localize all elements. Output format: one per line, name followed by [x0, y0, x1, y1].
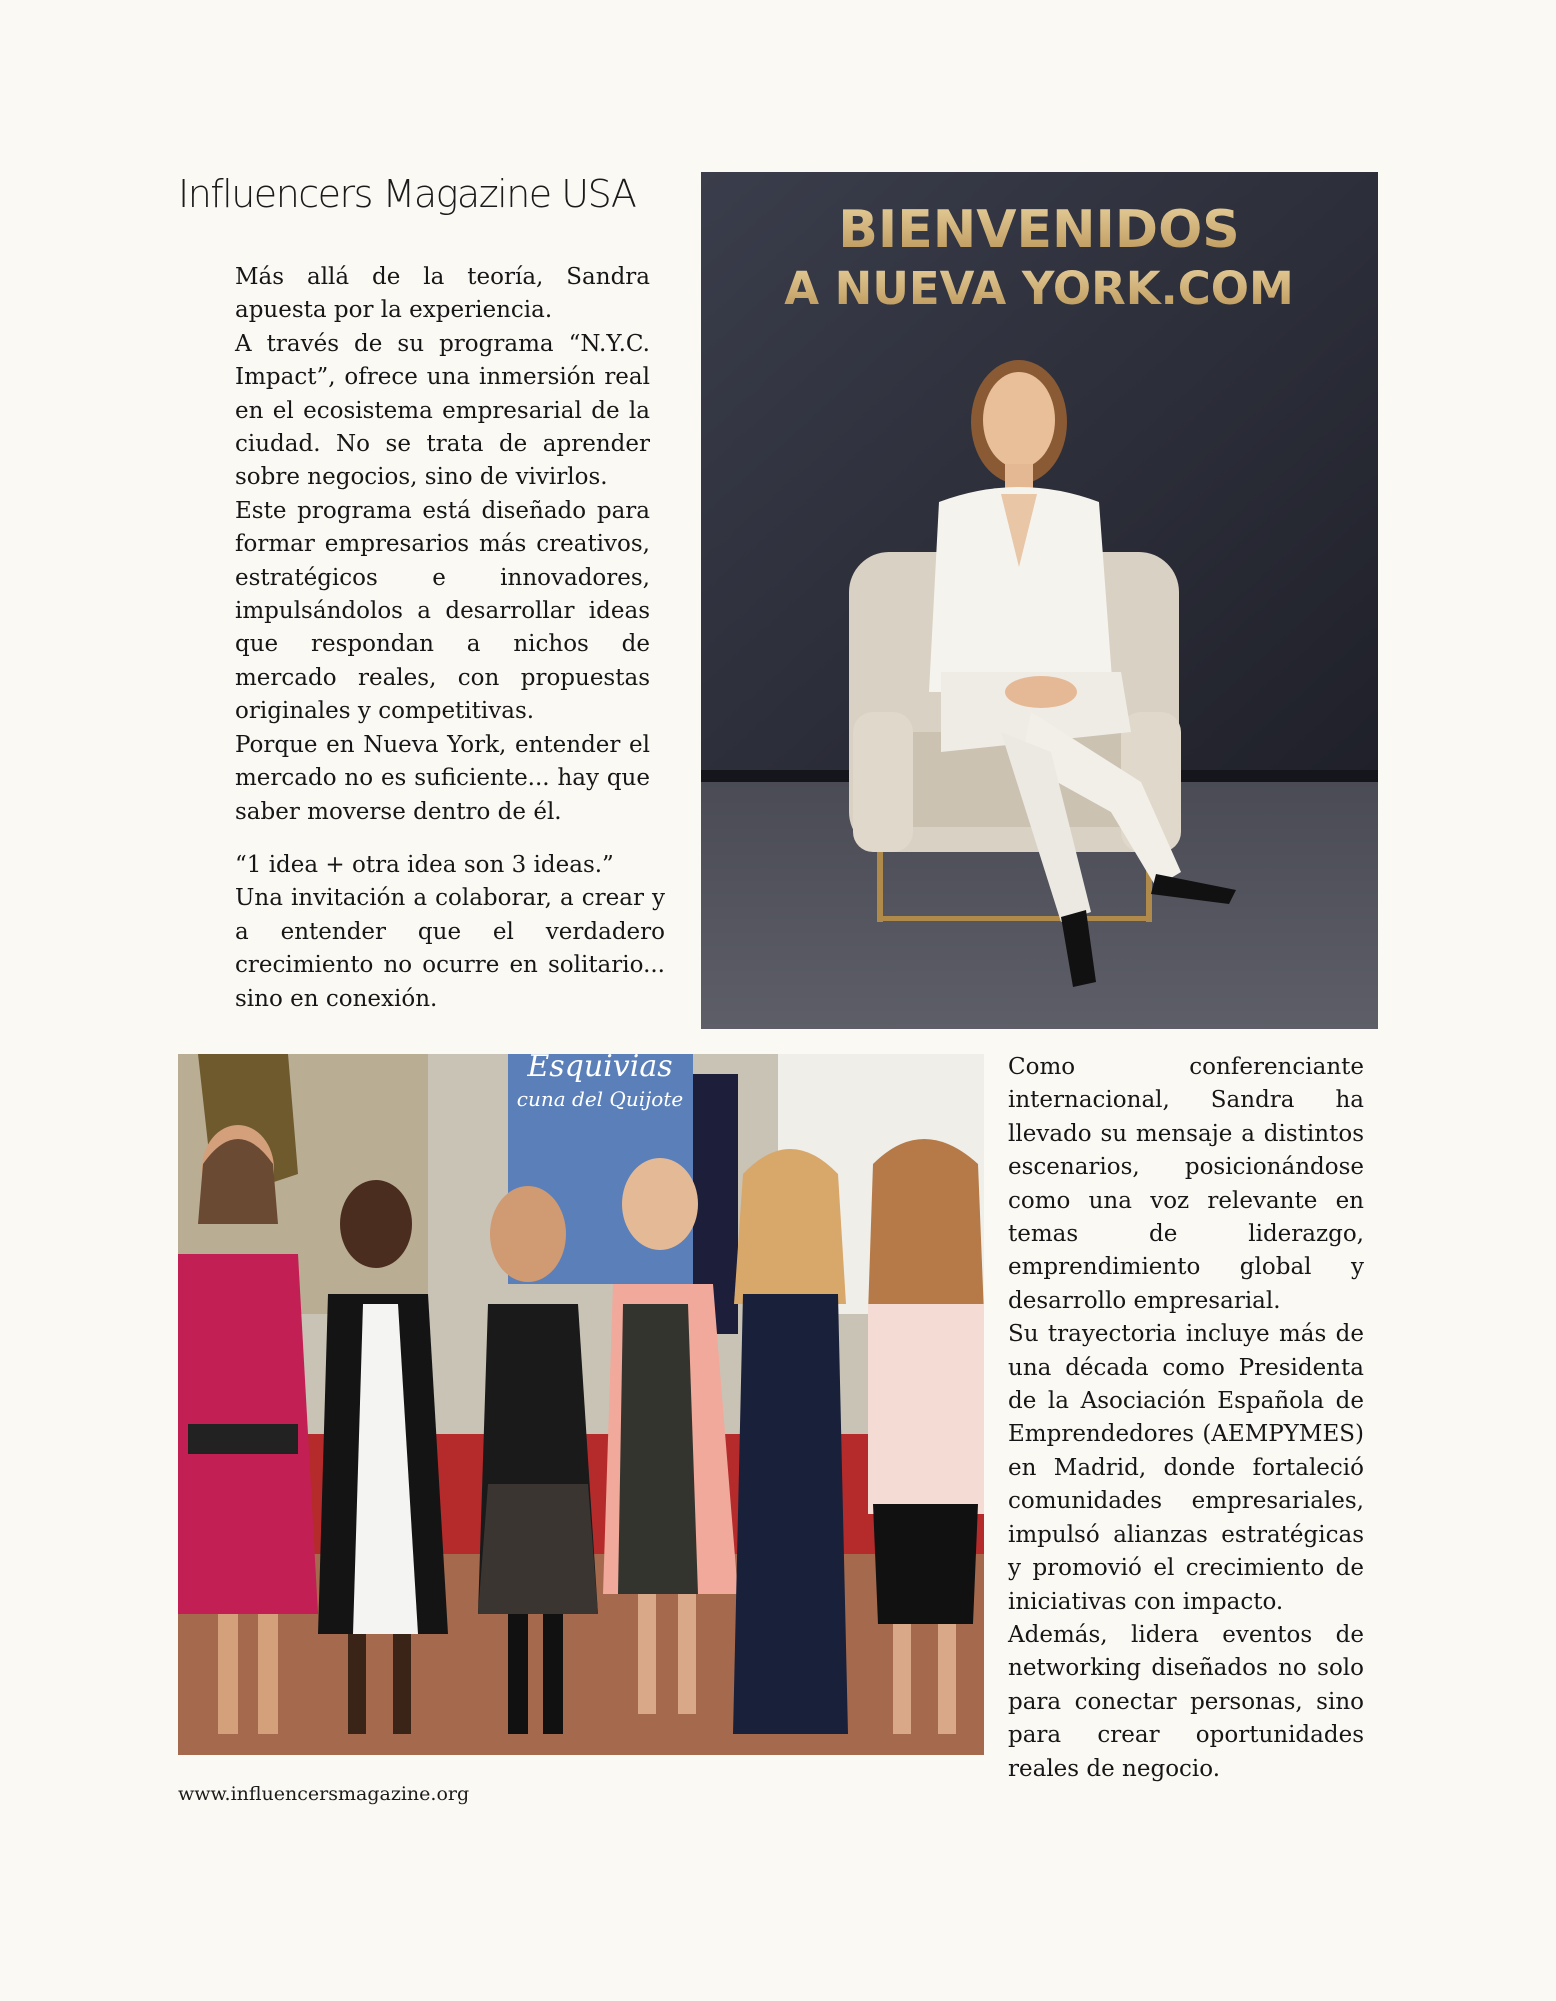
banner-text-line2: cuna del Quijote — [516, 1087, 684, 1111]
article-paragraph: Porque en Nueva York, entender el mercado no es suficiente... hay que saber moverse dentro de él. — [235, 731, 650, 825]
left-article-column — [235, 261, 650, 829]
article-paragraph: Más allá de la teoría, Sandra apuesta por la experiencia. — [235, 264, 650, 324]
group-photo — [178, 1054, 984, 1755]
banner-text-line1: Esquivias — [527, 1054, 673, 1084]
website-url[interactable]: www.influencersmagazine.org — [178, 1783, 470, 1805]
article-paragraph: Este programa está diseñado para formar empresarios más creativos, estratégicos e innovadores, impulsándolos a desarrollar ideas que respondan a nichos de mercado reales, con propuestas originales y competitivas. — [235, 497, 650, 725]
right-article-column — [1008, 1051, 1364, 1786]
person-5 — [733, 1149, 848, 1734]
portrait-photo — [701, 172, 1378, 1029]
sign-text-line1: BIENVENIDOS — [838, 200, 1240, 260]
article-paragraph: Además, lidera eventos de networking diseñados no solo para conectar personas, sino para crear oportunidades reales de negocio. — [1008, 1621, 1364, 1782]
portrait-illustration — [701, 172, 1378, 1029]
article-paragraph: A través de su programa “N.Y.C. Impact”, ofrece una inmersión real en el ecosistema empresarial de la ciudad. No se trata de aprender sobre negocios, sino de vivirlos. — [235, 330, 650, 491]
group-illustration — [178, 1054, 984, 1755]
article-paragraph: Como conferenciante internacional, Sandra ha llevado su mensaje a distintos escenarios, posicionándose como una voz relevante en temas de liderazgo, emprendimiento global y desarrollo empresarial. — [1008, 1054, 1364, 1314]
quote-followup-text: Una invitación a colaborar, a crear y a entender que el verdadero crecimiento no ocurre en solitario... sino en conexión. — [235, 885, 665, 1012]
quote-block — [235, 849, 665, 1016]
pull-quote: “1 idea + otra idea son 3 ideas.” — [235, 852, 614, 878]
magazine-masthead: Influencers Magazine USA — [178, 172, 636, 216]
article-paragraph: Su trayectoria incluye más de una década como Presidenta de la Asociación Española de Emprendedores (AEMPYMES) en Madrid, donde fortaleció comunidades empresariales, impulsó alianzas estratégicas y promovió el crecimiento de iniciativas con impacto. — [1008, 1321, 1364, 1615]
sign-text-line2: A NUEVA YORK.COM — [784, 262, 1294, 315]
